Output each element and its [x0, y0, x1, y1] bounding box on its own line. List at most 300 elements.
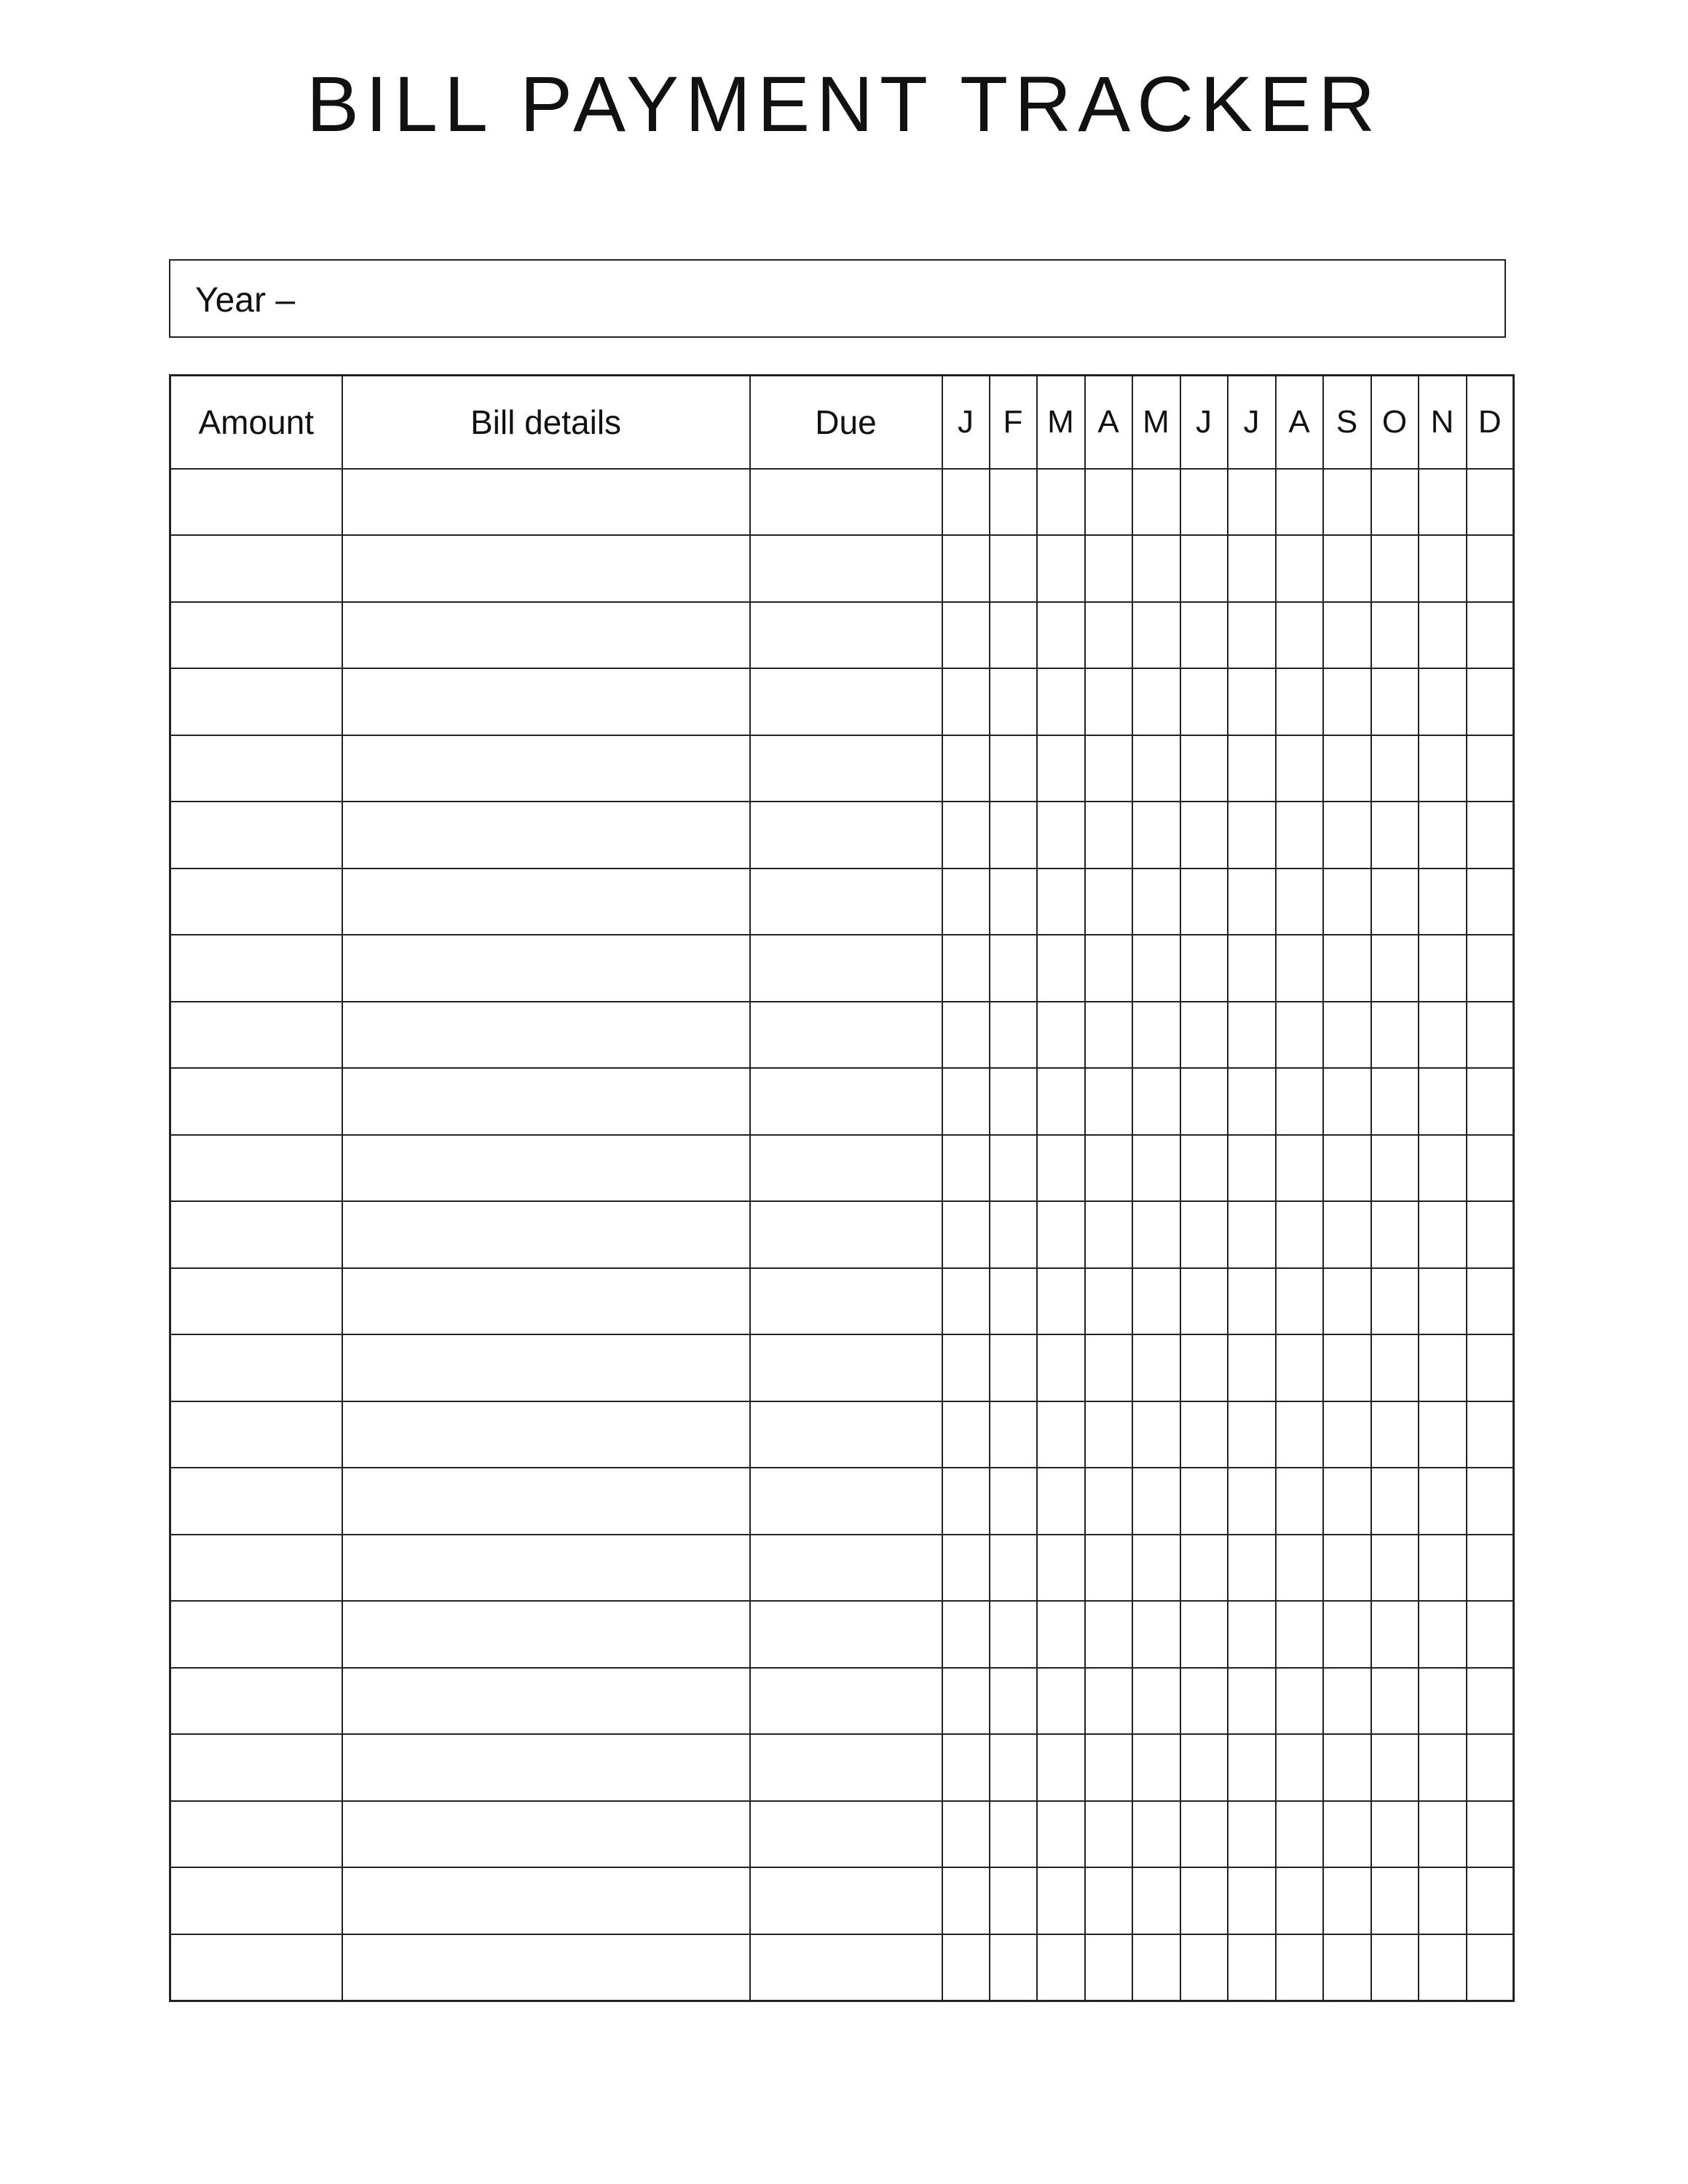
bill-details-cell[interactable]	[342, 469, 750, 536]
month-check-cell-jan[interactable]	[942, 935, 990, 1002]
month-check-cell-sep[interactable]	[1323, 1801, 1371, 1868]
month-check-cell-feb[interactable]	[990, 935, 1037, 1002]
month-check-cell-jan[interactable]	[942, 535, 990, 602]
bill-details-cell[interactable]	[342, 1668, 750, 1735]
month-check-cell-apr[interactable]	[1085, 1135, 1132, 1202]
month-check-cell-aug[interactable]	[1276, 1734, 1323, 1801]
month-check-cell-aug[interactable]	[1276, 1668, 1323, 1735]
month-check-cell-oct[interactable]	[1371, 535, 1419, 602]
month-check-cell-jun[interactable]	[1180, 1867, 1228, 1934]
month-check-cell-dec[interactable]	[1467, 869, 1514, 935]
month-check-cell-dec[interactable]	[1467, 802, 1514, 869]
month-check-cell-jun[interactable]	[1180, 1468, 1228, 1535]
bill-details-cell[interactable]	[342, 735, 750, 802]
month-check-cell-sep[interactable]	[1323, 1268, 1371, 1335]
month-check-cell-may[interactable]	[1132, 869, 1180, 935]
month-check-cell-may[interactable]	[1132, 1135, 1180, 1202]
month-check-cell-sep[interactable]	[1323, 869, 1371, 935]
month-check-cell-may[interactable]	[1132, 668, 1180, 735]
month-check-cell-nov[interactable]	[1419, 1002, 1467, 1069]
month-check-cell-feb[interactable]	[990, 668, 1037, 735]
month-check-cell-may[interactable]	[1132, 535, 1180, 602]
month-check-cell-jan[interactable]	[942, 1135, 990, 1202]
month-check-cell-apr[interactable]	[1085, 1535, 1132, 1602]
month-check-cell-jun[interactable]	[1180, 1734, 1228, 1801]
month-check-cell-apr[interactable]	[1085, 1268, 1132, 1335]
due-cell[interactable]	[750, 1934, 942, 2001]
month-check-cell-jan[interactable]	[942, 1201, 990, 1268]
month-check-cell-nov[interactable]	[1419, 1401, 1467, 1468]
month-check-cell-apr[interactable]	[1085, 1068, 1132, 1135]
month-check-cell-nov[interactable]	[1419, 869, 1467, 935]
month-check-cell-jan[interactable]	[942, 469, 990, 536]
month-check-cell-may[interactable]	[1132, 602, 1180, 669]
month-check-cell-jun[interactable]	[1180, 1201, 1228, 1268]
month-check-cell-sep[interactable]	[1323, 602, 1371, 669]
month-check-cell-dec[interactable]	[1467, 1601, 1514, 1668]
month-check-cell-nov[interactable]	[1419, 935, 1467, 1002]
due-cell[interactable]	[750, 1668, 942, 1735]
month-check-cell-jan[interactable]	[942, 1734, 990, 1801]
month-check-cell-sep[interactable]	[1323, 1002, 1371, 1069]
month-check-cell-mar[interactable]	[1037, 1801, 1085, 1868]
month-check-cell-jun[interactable]	[1180, 1401, 1228, 1468]
month-check-cell-feb[interactable]	[990, 1068, 1037, 1135]
bill-details-cell[interactable]	[342, 802, 750, 869]
due-cell[interactable]	[750, 935, 942, 1002]
month-check-cell-mar[interactable]	[1037, 668, 1085, 735]
month-check-cell-jul[interactable]	[1228, 1334, 1276, 1401]
month-check-cell-feb[interactable]	[990, 1668, 1037, 1735]
month-check-cell-jun[interactable]	[1180, 1601, 1228, 1668]
month-check-cell-jul[interactable]	[1228, 1934, 1276, 2001]
month-check-cell-dec[interactable]	[1467, 535, 1514, 602]
month-check-cell-may[interactable]	[1132, 1535, 1180, 1602]
month-check-cell-feb[interactable]	[990, 469, 1037, 536]
bill-details-cell[interactable]	[342, 1201, 750, 1268]
month-check-cell-jan[interactable]	[942, 802, 990, 869]
month-check-cell-nov[interactable]	[1419, 802, 1467, 869]
bill-details-cell[interactable]	[342, 1068, 750, 1135]
month-check-cell-aug[interactable]	[1276, 1201, 1323, 1268]
amount-cell[interactable]	[170, 802, 342, 869]
month-check-cell-oct[interactable]	[1371, 1934, 1419, 2001]
month-check-cell-mar[interactable]	[1037, 469, 1085, 536]
month-check-cell-mar[interactable]	[1037, 1601, 1085, 1668]
month-check-cell-dec[interactable]	[1467, 1867, 1514, 1934]
month-check-cell-jun[interactable]	[1180, 535, 1228, 602]
due-cell[interactable]	[750, 1867, 942, 1934]
month-check-cell-sep[interactable]	[1323, 1135, 1371, 1202]
due-cell[interactable]	[750, 869, 942, 935]
month-check-cell-nov[interactable]	[1419, 735, 1467, 802]
amount-cell[interactable]	[170, 668, 342, 735]
month-check-cell-jan[interactable]	[942, 1401, 990, 1468]
amount-cell[interactable]	[170, 1268, 342, 1335]
month-check-cell-apr[interactable]	[1085, 1201, 1132, 1268]
amount-cell[interactable]	[170, 935, 342, 1002]
bill-details-cell[interactable]	[342, 668, 750, 735]
bill-details-cell[interactable]	[342, 602, 750, 669]
month-check-cell-apr[interactable]	[1085, 1468, 1132, 1535]
month-check-cell-nov[interactable]	[1419, 1668, 1467, 1735]
amount-cell[interactable]	[170, 1535, 342, 1602]
month-check-cell-nov[interactable]	[1419, 1135, 1467, 1202]
month-check-cell-oct[interactable]	[1371, 1401, 1419, 1468]
month-check-cell-feb[interactable]	[990, 1535, 1037, 1602]
due-cell[interactable]	[750, 1401, 942, 1468]
month-check-cell-may[interactable]	[1132, 1268, 1180, 1335]
month-check-cell-sep[interactable]	[1323, 1334, 1371, 1401]
month-check-cell-jul[interactable]	[1228, 935, 1276, 1002]
due-cell[interactable]	[750, 535, 942, 602]
month-check-cell-mar[interactable]	[1037, 1002, 1085, 1069]
month-check-cell-jul[interactable]	[1228, 735, 1276, 802]
month-check-cell-feb[interactable]	[990, 1468, 1037, 1535]
month-check-cell-dec[interactable]	[1467, 1801, 1514, 1868]
month-check-cell-sep[interactable]	[1323, 668, 1371, 735]
month-check-cell-jan[interactable]	[942, 1468, 990, 1535]
month-check-cell-mar[interactable]	[1037, 535, 1085, 602]
month-check-cell-aug[interactable]	[1276, 1002, 1323, 1069]
month-check-cell-jan[interactable]	[942, 1535, 990, 1602]
month-check-cell-jan[interactable]	[942, 1934, 990, 2001]
month-check-cell-nov[interactable]	[1419, 1334, 1467, 1401]
month-check-cell-oct[interactable]	[1371, 668, 1419, 735]
month-check-cell-sep[interactable]	[1323, 1068, 1371, 1135]
month-check-cell-apr[interactable]	[1085, 735, 1132, 802]
month-check-cell-jan[interactable]	[942, 602, 990, 669]
month-check-cell-jul[interactable]	[1228, 1401, 1276, 1468]
month-check-cell-feb[interactable]	[990, 1135, 1037, 1202]
month-check-cell-jan[interactable]	[942, 1867, 990, 1934]
month-check-cell-feb[interactable]	[990, 1867, 1037, 1934]
month-check-cell-sep[interactable]	[1323, 469, 1371, 536]
month-check-cell-jul[interactable]	[1228, 535, 1276, 602]
due-cell[interactable]	[750, 1068, 942, 1135]
month-check-cell-jul[interactable]	[1228, 1867, 1276, 1934]
month-check-cell-aug[interactable]	[1276, 668, 1323, 735]
month-check-cell-aug[interactable]	[1276, 1601, 1323, 1668]
month-check-cell-may[interactable]	[1132, 1867, 1180, 1934]
month-check-cell-aug[interactable]	[1276, 1135, 1323, 1202]
month-check-cell-sep[interactable]	[1323, 1934, 1371, 2001]
month-check-cell-may[interactable]	[1132, 735, 1180, 802]
amount-cell[interactable]	[170, 602, 342, 669]
bill-details-cell[interactable]	[342, 1401, 750, 1468]
month-check-cell-jan[interactable]	[942, 1334, 990, 1401]
month-check-cell-jul[interactable]	[1228, 1135, 1276, 1202]
month-check-cell-aug[interactable]	[1276, 1401, 1323, 1468]
month-check-cell-jun[interactable]	[1180, 1002, 1228, 1069]
month-check-cell-sep[interactable]	[1323, 802, 1371, 869]
month-check-cell-mar[interactable]	[1037, 1867, 1085, 1934]
month-check-cell-may[interactable]	[1132, 1801, 1180, 1868]
amount-cell[interactable]	[170, 1401, 342, 1468]
month-check-cell-jul[interactable]	[1228, 1734, 1276, 1801]
month-check-cell-aug[interactable]	[1276, 1268, 1323, 1335]
month-check-cell-jun[interactable]	[1180, 735, 1228, 802]
month-check-cell-feb[interactable]	[990, 1201, 1037, 1268]
month-check-cell-dec[interactable]	[1467, 1135, 1514, 1202]
month-check-cell-apr[interactable]	[1085, 1801, 1132, 1868]
month-check-cell-jun[interactable]	[1180, 1068, 1228, 1135]
amount-cell[interactable]	[170, 1002, 342, 1069]
bill-details-cell[interactable]	[342, 1268, 750, 1335]
month-check-cell-jun[interactable]	[1180, 668, 1228, 735]
bill-details-cell[interactable]	[342, 1135, 750, 1202]
month-check-cell-apr[interactable]	[1085, 1734, 1132, 1801]
month-check-cell-jun[interactable]	[1180, 1535, 1228, 1602]
month-check-cell-jul[interactable]	[1228, 869, 1276, 935]
month-check-cell-dec[interactable]	[1467, 1734, 1514, 1801]
month-check-cell-dec[interactable]	[1467, 1068, 1514, 1135]
month-check-cell-jun[interactable]	[1180, 869, 1228, 935]
month-check-cell-sep[interactable]	[1323, 935, 1371, 1002]
month-check-cell-may[interactable]	[1132, 802, 1180, 869]
month-check-cell-nov[interactable]	[1419, 1535, 1467, 1602]
month-check-cell-jan[interactable]	[942, 1002, 990, 1069]
year-field[interactable]	[169, 259, 1506, 338]
month-check-cell-jul[interactable]	[1228, 1068, 1276, 1135]
month-check-cell-nov[interactable]	[1419, 602, 1467, 669]
month-check-cell-oct[interactable]	[1371, 1068, 1419, 1135]
month-check-cell-mar[interactable]	[1037, 1268, 1085, 1335]
month-check-cell-dec[interactable]	[1467, 602, 1514, 669]
month-check-cell-jul[interactable]	[1228, 602, 1276, 669]
month-check-cell-mar[interactable]	[1037, 602, 1085, 669]
month-check-cell-dec[interactable]	[1467, 668, 1514, 735]
month-check-cell-mar[interactable]	[1037, 1401, 1085, 1468]
amount-cell[interactable]	[170, 1734, 342, 1801]
month-check-cell-apr[interactable]	[1085, 1668, 1132, 1735]
month-check-cell-jan[interactable]	[942, 735, 990, 802]
month-check-cell-may[interactable]	[1132, 1668, 1180, 1735]
due-cell[interactable]	[750, 1135, 942, 1202]
month-check-cell-may[interactable]	[1132, 1334, 1180, 1401]
month-check-cell-jun[interactable]	[1180, 1801, 1228, 1868]
month-check-cell-jun[interactable]	[1180, 935, 1228, 1002]
due-cell[interactable]	[750, 1201, 942, 1268]
month-check-cell-jul[interactable]	[1228, 1668, 1276, 1735]
month-check-cell-apr[interactable]	[1085, 668, 1132, 735]
month-check-cell-oct[interactable]	[1371, 1734, 1419, 1801]
month-check-cell-apr[interactable]	[1085, 869, 1132, 935]
month-check-cell-dec[interactable]	[1467, 1002, 1514, 1069]
bill-details-cell[interactable]	[342, 1734, 750, 1801]
month-check-cell-aug[interactable]	[1276, 935, 1323, 1002]
month-check-cell-jan[interactable]	[942, 1668, 990, 1735]
month-check-cell-may[interactable]	[1132, 935, 1180, 1002]
month-check-cell-oct[interactable]	[1371, 1201, 1419, 1268]
month-check-cell-apr[interactable]	[1085, 802, 1132, 869]
month-check-cell-sep[interactable]	[1323, 735, 1371, 802]
due-cell[interactable]	[750, 1734, 942, 1801]
month-check-cell-jul[interactable]	[1228, 1601, 1276, 1668]
month-check-cell-jan[interactable]	[942, 1801, 990, 1868]
month-check-cell-dec[interactable]	[1467, 935, 1514, 1002]
month-check-cell-jun[interactable]	[1180, 469, 1228, 536]
month-check-cell-aug[interactable]	[1276, 1334, 1323, 1401]
amount-cell[interactable]	[170, 1135, 342, 1202]
month-check-cell-apr[interactable]	[1085, 1401, 1132, 1468]
amount-cell[interactable]	[170, 1934, 342, 2001]
month-check-cell-jun[interactable]	[1180, 1268, 1228, 1335]
amount-cell[interactable]	[170, 1468, 342, 1535]
month-check-cell-aug[interactable]	[1276, 1068, 1323, 1135]
month-check-cell-jul[interactable]	[1228, 1201, 1276, 1268]
month-check-cell-aug[interactable]	[1276, 869, 1323, 935]
month-check-cell-jul[interactable]	[1228, 1268, 1276, 1335]
bill-details-cell[interactable]	[342, 1934, 750, 2001]
month-check-cell-oct[interactable]	[1371, 1867, 1419, 1934]
month-check-cell-aug[interactable]	[1276, 469, 1323, 536]
month-check-cell-sep[interactable]	[1323, 1201, 1371, 1268]
month-check-cell-oct[interactable]	[1371, 602, 1419, 669]
bill-details-cell[interactable]	[342, 1002, 750, 1069]
month-check-cell-mar[interactable]	[1037, 735, 1085, 802]
month-check-cell-mar[interactable]	[1037, 1734, 1085, 1801]
month-check-cell-feb[interactable]	[990, 1934, 1037, 2001]
month-check-cell-sep[interactable]	[1323, 1601, 1371, 1668]
month-check-cell-jan[interactable]	[942, 869, 990, 935]
month-check-cell-jul[interactable]	[1228, 1801, 1276, 1868]
month-check-cell-nov[interactable]	[1419, 1801, 1467, 1868]
due-cell[interactable]	[750, 1334, 942, 1401]
due-cell[interactable]	[750, 1468, 942, 1535]
month-check-cell-nov[interactable]	[1419, 1268, 1467, 1335]
month-check-cell-nov[interactable]	[1419, 1468, 1467, 1535]
month-check-cell-nov[interactable]	[1419, 1867, 1467, 1934]
month-check-cell-feb[interactable]	[990, 1334, 1037, 1401]
month-check-cell-dec[interactable]	[1467, 469, 1514, 536]
month-check-cell-may[interactable]	[1132, 1002, 1180, 1069]
amount-cell[interactable]	[170, 1668, 342, 1735]
month-check-cell-dec[interactable]	[1467, 1668, 1514, 1735]
month-check-cell-mar[interactable]	[1037, 1535, 1085, 1602]
month-check-cell-apr[interactable]	[1085, 1601, 1132, 1668]
month-check-cell-may[interactable]	[1132, 1068, 1180, 1135]
month-check-cell-nov[interactable]	[1419, 668, 1467, 735]
month-check-cell-jun[interactable]	[1180, 1135, 1228, 1202]
month-check-cell-jan[interactable]	[942, 1268, 990, 1335]
bill-details-cell[interactable]	[342, 869, 750, 935]
month-check-cell-oct[interactable]	[1371, 935, 1419, 1002]
month-check-cell-jun[interactable]	[1180, 602, 1228, 669]
amount-cell[interactable]	[170, 1334, 342, 1401]
amount-cell[interactable]	[170, 1068, 342, 1135]
bill-details-cell[interactable]	[342, 935, 750, 1002]
month-check-cell-mar[interactable]	[1037, 1468, 1085, 1535]
month-check-cell-dec[interactable]	[1467, 1401, 1514, 1468]
month-check-cell-may[interactable]	[1132, 1468, 1180, 1535]
month-check-cell-dec[interactable]	[1467, 1934, 1514, 2001]
month-check-cell-jul[interactable]	[1228, 469, 1276, 536]
due-cell[interactable]	[750, 1535, 942, 1602]
amount-cell[interactable]	[170, 1801, 342, 1868]
month-check-cell-nov[interactable]	[1419, 1068, 1467, 1135]
month-check-cell-mar[interactable]	[1037, 1135, 1085, 1202]
month-check-cell-dec[interactable]	[1467, 1535, 1514, 1602]
month-check-cell-jun[interactable]	[1180, 1934, 1228, 2001]
month-check-cell-nov[interactable]	[1419, 1201, 1467, 1268]
month-check-cell-oct[interactable]	[1371, 1668, 1419, 1735]
month-check-cell-oct[interactable]	[1371, 869, 1419, 935]
month-check-cell-nov[interactable]	[1419, 1601, 1467, 1668]
month-check-cell-aug[interactable]	[1276, 1801, 1323, 1868]
month-check-cell-jan[interactable]	[942, 668, 990, 735]
month-check-cell-sep[interactable]	[1323, 1668, 1371, 1735]
month-check-cell-feb[interactable]	[990, 1401, 1037, 1468]
month-check-cell-dec[interactable]	[1467, 1201, 1514, 1268]
month-check-cell-jun[interactable]	[1180, 1668, 1228, 1735]
month-check-cell-dec[interactable]	[1467, 1334, 1514, 1401]
month-check-cell-jun[interactable]	[1180, 1334, 1228, 1401]
month-check-cell-apr[interactable]	[1085, 469, 1132, 536]
month-check-cell-oct[interactable]	[1371, 1535, 1419, 1602]
month-check-cell-sep[interactable]	[1323, 1535, 1371, 1602]
bill-details-cell[interactable]	[342, 1867, 750, 1934]
month-check-cell-feb[interactable]	[990, 802, 1037, 869]
month-check-cell-aug[interactable]	[1276, 1867, 1323, 1934]
month-check-cell-may[interactable]	[1132, 1201, 1180, 1268]
month-check-cell-nov[interactable]	[1419, 1934, 1467, 2001]
month-check-cell-jan[interactable]	[942, 1601, 990, 1668]
month-check-cell-nov[interactable]	[1419, 469, 1467, 536]
month-check-cell-apr[interactable]	[1085, 1867, 1132, 1934]
month-check-cell-mar[interactable]	[1037, 1668, 1085, 1735]
month-check-cell-feb[interactable]	[990, 869, 1037, 935]
month-check-cell-apr[interactable]	[1085, 602, 1132, 669]
month-check-cell-oct[interactable]	[1371, 1601, 1419, 1668]
month-check-cell-feb[interactable]	[990, 1002, 1037, 1069]
month-check-cell-nov[interactable]	[1419, 535, 1467, 602]
bill-details-cell[interactable]	[342, 1801, 750, 1868]
month-check-cell-sep[interactable]	[1323, 1468, 1371, 1535]
month-check-cell-feb[interactable]	[990, 602, 1037, 669]
month-check-cell-jul[interactable]	[1228, 802, 1276, 869]
month-check-cell-oct[interactable]	[1371, 1801, 1419, 1868]
month-check-cell-mar[interactable]	[1037, 1068, 1085, 1135]
month-check-cell-aug[interactable]	[1276, 1468, 1323, 1535]
month-check-cell-mar[interactable]	[1037, 935, 1085, 1002]
month-check-cell-sep[interactable]	[1323, 1867, 1371, 1934]
month-check-cell-oct[interactable]	[1371, 1334, 1419, 1401]
month-check-cell-oct[interactable]	[1371, 1468, 1419, 1535]
month-check-cell-dec[interactable]	[1467, 735, 1514, 802]
month-check-cell-mar[interactable]	[1037, 1334, 1085, 1401]
month-check-cell-nov[interactable]	[1419, 1734, 1467, 1801]
month-check-cell-feb[interactable]	[990, 1734, 1037, 1801]
due-cell[interactable]	[750, 1268, 942, 1335]
month-check-cell-apr[interactable]	[1085, 1934, 1132, 2001]
due-cell[interactable]	[750, 1002, 942, 1069]
due-cell[interactable]	[750, 602, 942, 669]
bill-details-cell[interactable]	[342, 1334, 750, 1401]
due-cell[interactable]	[750, 1601, 942, 1668]
amount-cell[interactable]	[170, 1201, 342, 1268]
month-check-cell-mar[interactable]	[1037, 802, 1085, 869]
month-check-cell-mar[interactable]	[1037, 869, 1085, 935]
month-check-cell-dec[interactable]	[1467, 1268, 1514, 1335]
month-check-cell-aug[interactable]	[1276, 602, 1323, 669]
month-check-cell-may[interactable]	[1132, 1401, 1180, 1468]
month-check-cell-jul[interactable]	[1228, 668, 1276, 735]
month-check-cell-feb[interactable]	[990, 1801, 1037, 1868]
month-check-cell-may[interactable]	[1132, 1601, 1180, 1668]
month-check-cell-oct[interactable]	[1371, 1135, 1419, 1202]
month-check-cell-feb[interactable]	[990, 1601, 1037, 1668]
